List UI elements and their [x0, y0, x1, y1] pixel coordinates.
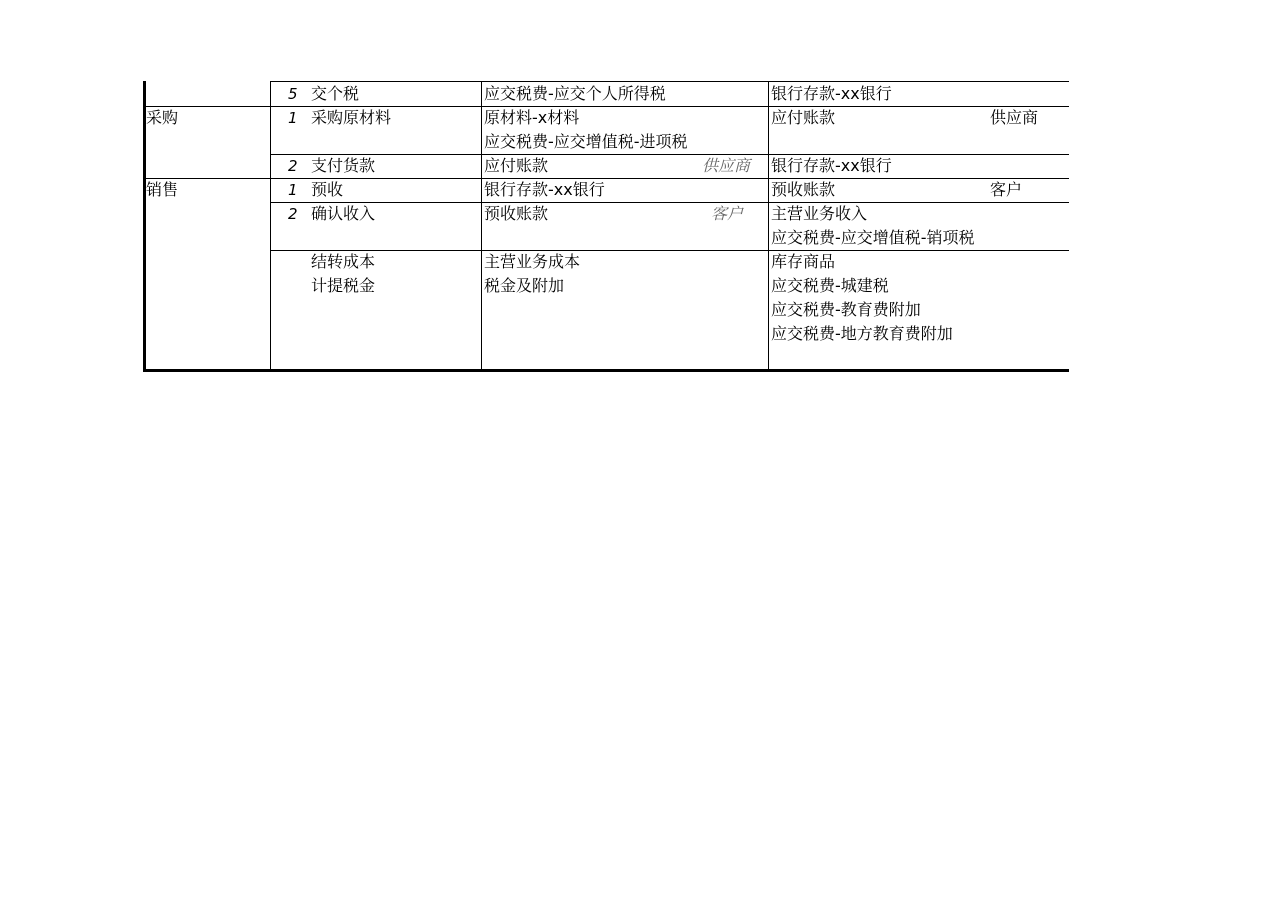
- credit-account: 应交税费-城建税: [771, 276, 889, 295]
- debit-account: 应付账款: [484, 156, 549, 175]
- table-bottom-border: [143, 369, 1069, 372]
- debit-account: 应交税费-应交增值税-进项税: [484, 132, 688, 151]
- credit-account: 主营业务收入: [771, 204, 868, 223]
- row-line-4: [270, 202, 1069, 203]
- credit-account: 银行存款-xx银行: [771, 156, 892, 175]
- row-number: 5: [288, 85, 298, 103]
- journal-entry-table: [143, 81, 1069, 372]
- category-label: 销售: [146, 180, 179, 199]
- category-label: 采购: [146, 108, 179, 127]
- row-line-5: [270, 250, 1069, 251]
- credit-auxiliary: 供应商: [990, 108, 1039, 127]
- row-line-top: [270, 81, 1069, 82]
- column-divider-1: [270, 81, 271, 372]
- credit-account: 银行存款-xx银行: [771, 84, 892, 103]
- row-description: 采购原材料: [311, 108, 392, 127]
- debit-auxiliary: 供应商: [702, 156, 751, 175]
- row-line-1: [143, 106, 1069, 107]
- debit-account: 银行存款-xx银行: [484, 180, 605, 199]
- row-description: 计提税金: [311, 276, 376, 295]
- row-description: 交个税: [311, 84, 360, 103]
- row-description: 支付货款: [311, 156, 376, 175]
- row-description: 确认收入: [311, 204, 376, 223]
- credit-account: 应交税费-应交增值税-销项税: [771, 228, 975, 247]
- row-description: 结转成本: [311, 252, 376, 271]
- row-number: 1: [288, 109, 298, 127]
- row-number: 2: [288, 205, 298, 223]
- row-description: 预收: [311, 180, 344, 199]
- row-line-3: [143, 178, 1069, 179]
- column-divider-2: [481, 81, 482, 372]
- column-divider-3: [768, 81, 769, 372]
- debit-account: 原材料-x材料: [484, 108, 580, 127]
- credit-account: 应交税费-教育费附加: [771, 300, 921, 319]
- debit-account: 应交税费-应交个人所得税: [484, 84, 666, 103]
- row-line-2: [270, 154, 1069, 155]
- credit-account: 应付账款: [771, 108, 836, 127]
- row-number: 2: [288, 157, 298, 175]
- debit-account: 税金及附加: [484, 276, 565, 295]
- credit-account: 预收账款: [771, 180, 836, 199]
- credit-account: 应交税费-地方教育费附加: [771, 324, 953, 343]
- debit-account: 预收账款: [484, 204, 549, 223]
- credit-account: 库存商品: [771, 252, 836, 271]
- debit-account: 主营业务成本: [484, 252, 581, 271]
- row-number: 1: [288, 181, 298, 199]
- credit-auxiliary: 客户: [990, 180, 1023, 199]
- debit-auxiliary: 客户: [711, 204, 744, 223]
